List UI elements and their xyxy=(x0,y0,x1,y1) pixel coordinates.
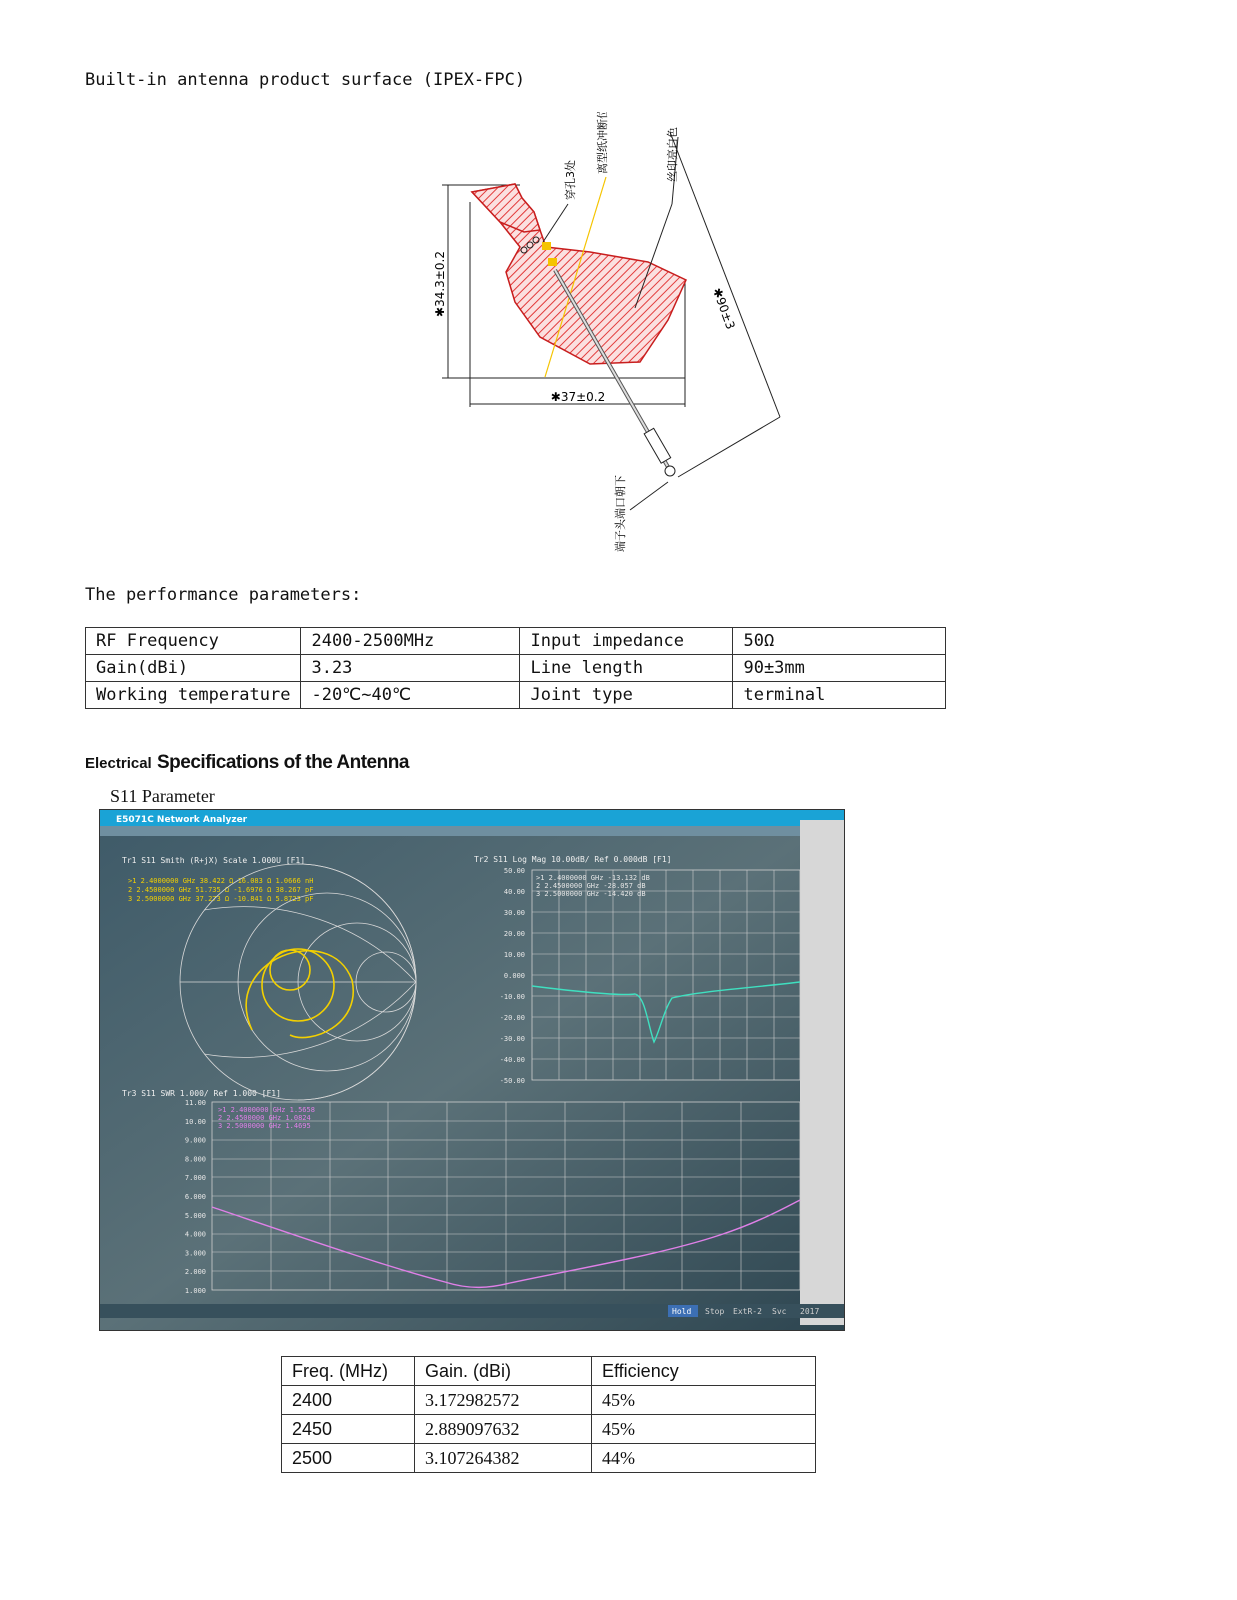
table-cell: 3.23 xyxy=(301,655,520,682)
smith-marker-2: 2 2.4500000 GHz 51.735 Ω -1.6976 Ω 38.267 pF xyxy=(128,886,314,894)
axis-tick-label: 40.00 xyxy=(503,888,525,896)
table-cell: Input impedance xyxy=(520,628,733,655)
status-year: 2017 xyxy=(800,1307,820,1316)
table-cell: Gain(dBi) xyxy=(86,655,301,682)
note-release-paper: 离型纸冲断位 xyxy=(596,112,609,174)
table-header-cell: Gain. (dBi) xyxy=(415,1357,592,1386)
axis-tick-label: 50.00 xyxy=(503,867,525,875)
table-row xyxy=(86,655,946,682)
axis-tick-label: 0.000 xyxy=(503,972,525,980)
smith-marker-3: 3 2.5000000 GHz 37.273 Ω -10.841 Ω 5.8723 pF xyxy=(128,895,314,903)
s11-label: S11 Parameter xyxy=(110,786,215,806)
smith-marker-1: >1 2.4000000 GHz 38.422 Ω 16.083 Ω 1.0666 nH xyxy=(128,877,314,885)
status-extr: ExtR-2 xyxy=(733,1307,762,1316)
table-cell: Line length xyxy=(520,655,733,682)
logmag-marker-1: >1 2.4000000 GHz -13.132 dB xyxy=(536,874,650,882)
table-cell: 2.889097632 xyxy=(415,1415,592,1444)
table-cell: RF Frequency xyxy=(86,628,301,655)
electrical-heading-small: Electrical xyxy=(85,755,152,772)
table-row xyxy=(86,628,946,655)
table-cell: -20℃~40℃ xyxy=(301,682,520,709)
swr-header: Tr3 S11 SWR 1.000/ Ref 1.000 [F1] xyxy=(122,1089,281,1098)
logmag-marker-3: 3 2.5000000 GHz -14.420 dB xyxy=(536,890,646,898)
note-holes: 穿孔3处 xyxy=(564,160,577,200)
table-row xyxy=(282,1444,816,1473)
table-cell: Joint type xyxy=(520,682,733,709)
table-cell: 44% xyxy=(592,1444,816,1473)
axis-tick-label: 10.00 xyxy=(184,1117,206,1126)
dim-width-label: ✱37±0.2 xyxy=(550,390,606,404)
axis-tick-label: 30.00 xyxy=(503,909,525,917)
table-header-cell: Freq. (MHz) xyxy=(282,1357,415,1386)
status-svc: Svc xyxy=(772,1307,787,1316)
axis-tick-label: -10.00 xyxy=(499,993,525,1001)
logmag-marker-2: 2 2.4500000 GHz -28.057 dB xyxy=(536,882,646,890)
network-analyzer-photo xyxy=(99,809,845,1331)
table-cell: 90±3mm xyxy=(733,655,946,682)
performance-heading: The performance parameters: xyxy=(85,585,362,605)
axis-tick-label: 9.000 xyxy=(184,1136,206,1145)
axis-tick-label: 2.000 xyxy=(184,1268,206,1277)
performance-table xyxy=(85,627,946,709)
axis-tick-label: -40.00 xyxy=(499,1056,525,1064)
axis-tick-label: 10.00 xyxy=(503,951,525,959)
gain-table xyxy=(281,1356,816,1473)
table-header-row xyxy=(282,1357,816,1386)
table-cell: 2400-2500MHz xyxy=(301,628,520,655)
table-cell: 45% xyxy=(592,1415,816,1444)
axis-tick-label: 7.000 xyxy=(184,1174,206,1183)
status-stop: Stop xyxy=(705,1307,725,1316)
table-cell: 2450 xyxy=(282,1415,415,1444)
swr-marker-3: 3 2.5000000 GHz 1.4695 xyxy=(218,1122,311,1130)
axis-tick-label: 11.00 xyxy=(184,1099,206,1107)
swr-marker-1: >1 2.4000000 GHz 1.5658 xyxy=(218,1106,315,1114)
table-cell: 50Ω xyxy=(733,628,946,655)
table-cell: 3.172982572 xyxy=(415,1386,592,1415)
axis-tick-label: -30.00 xyxy=(499,1035,525,1043)
axis-tick-label: 6.000 xyxy=(184,1193,206,1201)
axis-tick-label: 3.000 xyxy=(184,1249,206,1258)
analyzer-title: E5071C Network Analyzer xyxy=(116,815,248,825)
table-row xyxy=(282,1386,816,1415)
axis-tick-label: -20.00 xyxy=(499,1014,525,1022)
table-cell: Working temperature xyxy=(86,682,301,709)
swr-marker-2: 2 2.4500000 GHz 1.0824 xyxy=(218,1114,311,1122)
table-row xyxy=(282,1415,816,1444)
electrical-heading xyxy=(85,752,409,774)
page-heading: Built-in antenna product surface (IPEX-FPC) xyxy=(85,70,526,90)
table-cell: terminal xyxy=(733,682,946,709)
logmag-header: Tr2 S11 Log Mag 10.00dB/ Ref 0.000dB [F1] xyxy=(474,855,672,864)
dim-height-label: ✱34.3±0.2 xyxy=(433,251,447,317)
axis-tick-label: -50.00 xyxy=(499,1077,525,1085)
table-row xyxy=(86,682,946,709)
table-cell: 3.107264382 xyxy=(415,1444,592,1473)
axis-tick-label: 20.00 xyxy=(503,930,525,938)
note-silkscreen: 丝印亮白色 xyxy=(666,127,679,182)
axis-tick-label: 8.000 xyxy=(184,1155,206,1164)
antenna-drawing xyxy=(420,112,800,562)
axis-tick-label: 4.000 xyxy=(184,1230,206,1239)
smith-header: Tr1 S11 Smith (R+jX) Scale 1.000U [F1] xyxy=(122,856,306,865)
axis-tick-label: 5.000 xyxy=(184,1211,206,1220)
axis-tick-label: 1.000 xyxy=(184,1287,206,1295)
note-terminal: 端子头端口朝下 xyxy=(614,475,627,552)
electrical-heading-big: Specifications of the Antenna xyxy=(157,752,409,773)
dim-cable-label: ✱90±3 xyxy=(709,286,738,332)
table-cell: 45% xyxy=(592,1386,816,1415)
table-header-cell: Efficiency xyxy=(592,1357,816,1386)
status-hold: Hold xyxy=(672,1307,692,1316)
table-cell: 2400 xyxy=(282,1386,415,1415)
table-cell: 2500 xyxy=(282,1444,415,1473)
